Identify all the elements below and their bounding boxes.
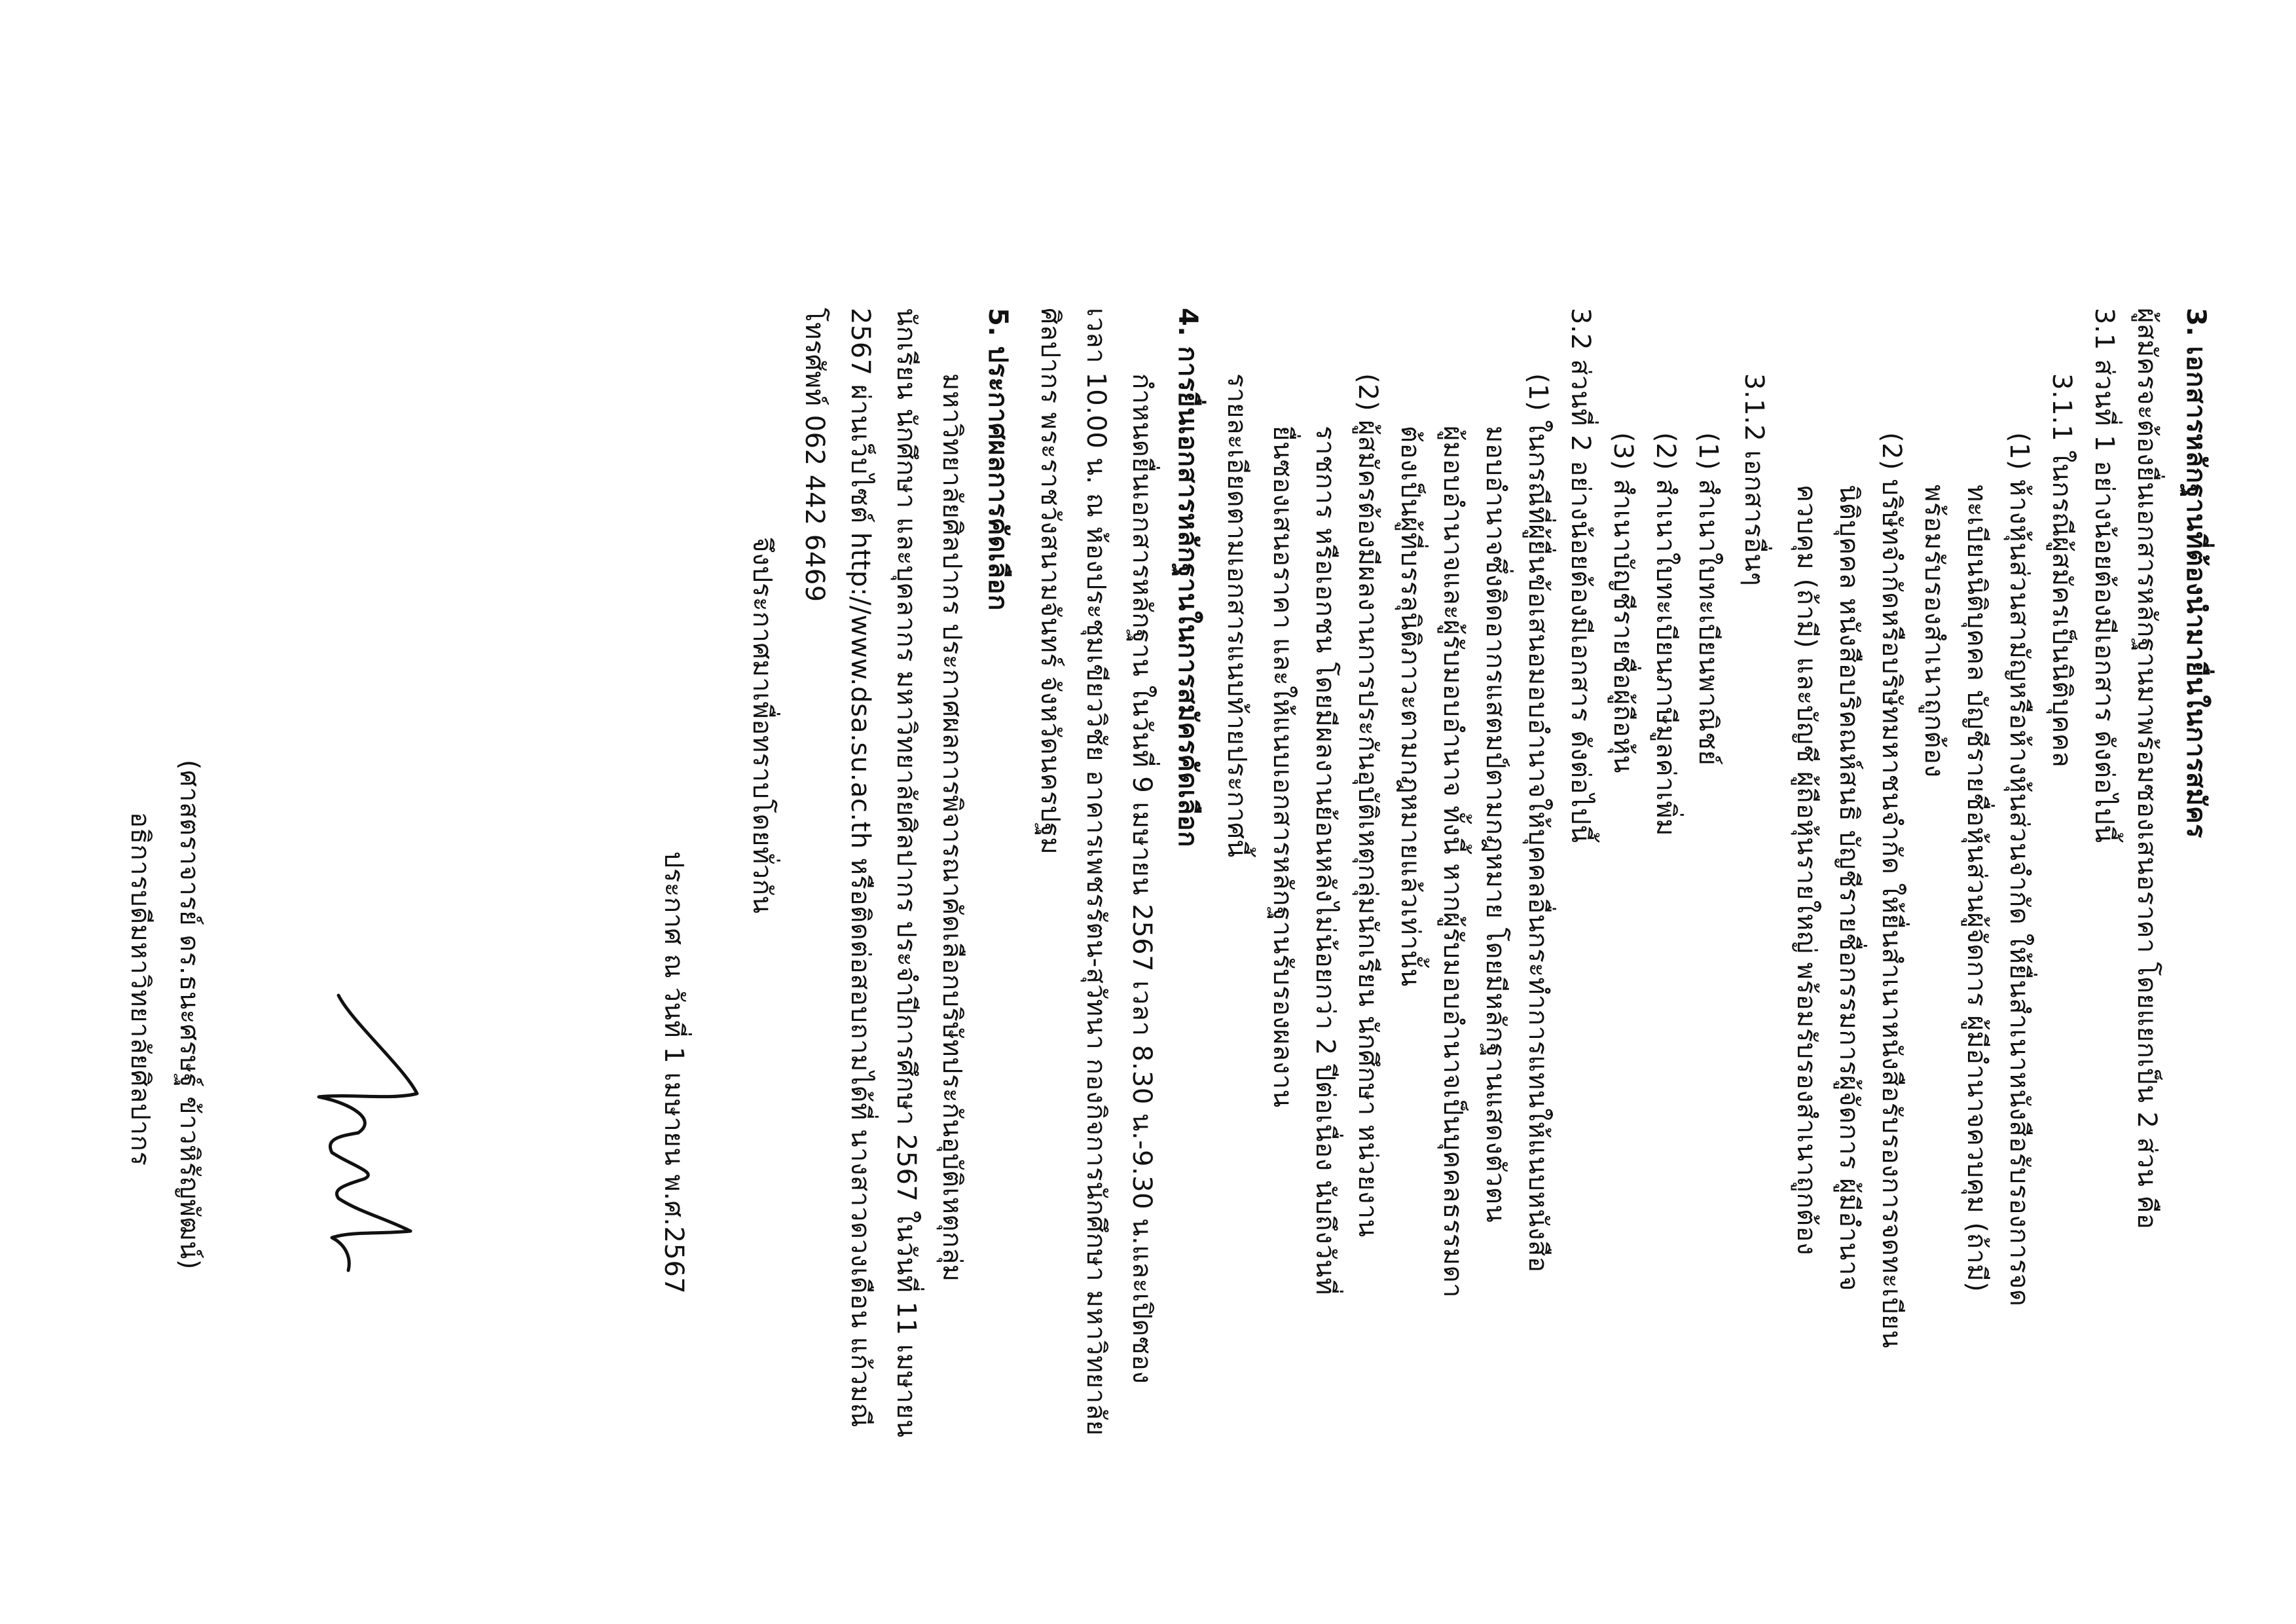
section-3-intro: ผู้สมัครจะต้องยื่นเอกสารหลักฐานมาพร้อมซองเสนอราคา โดยแยกเป็น 2 ส่วน คือ [2132,308,2162,1230]
item-3-1-1: 3.1.1 ในกรณีผู้สมัครเป็นนิติบุคคล [2047,373,2077,768]
section-5-line-3: 2567 ผ่านเว็บไซต์ http://www.dsa.su.ac.th หรือติดต่อสอบถามได้ที่ นางสาวดวงเดือน แก้วมณี [845,308,875,1428]
item-3-1-2-1: (1) สำเนาใบทะเบียนพาณิชย์ [1693,432,1723,766]
item-3-1-2-3: (3) สำเนาบัญชีรายชื่อผู้ถือหุ้น [1608,432,1638,773]
item-3-1-1-2-a: (2) บริษัทจำกัดหรือบริษัทมหาชนจำกัด ให้ยื่นสำเนาหนังสือรับรองการจดทะเบียน [1876,432,1906,1348]
announcement-date: ประกาศ ณ วันที่ 1 เมษายน พ.ศ.2567 [659,851,689,1295]
item-3-2-2-a: (2) ผู้สมัครต้องมีผลงานการประกันอุบัติเหตุกลุ่มนักเรียน นักศึกษา หน่วยงาน [1353,373,1383,1238]
item-3-1-1-1-a: (1) ห้างหุ้นส่วนสามัญหรือห้างหุ้นส่วนจำกัด ให้ยื่นสำเนาหนังสือรับรองการจด [2004,432,2034,1307]
item-3-1-1-1-c: พร้อมรับรองสำเนาถูกต้อง [1919,485,1949,778]
section-4-line-3: ศิลปากร พระราชวังสนามจันทร์ จังหวัดนครปฐม [1035,308,1065,855]
closing-announcement: จึงประกาศมาเพื่อทราบโดยทั่วกัน [747,537,777,914]
section-3-heading: 3. เอกสารหลักฐานที่ต้องนำมายื่นในการสมัคร [2181,308,2211,839]
item-3-1-2-2: (2) สำเนาใบทะเบียนภาษีมูลค่าเพิ่ม [1650,432,1681,837]
section-5-heading: 5. ประกาศผลการคัดเลือก [983,308,1013,611]
item-3-2-1-c: ผู้มอบอำนาจและผู้รับมอบอำนาจ ทั้งนี้ หากผู้รับมอบอำนาจเป็นบุคคลธรรมดา [1438,426,1468,1299]
item-3-1-2: 3.1.2 เอกสารอื่นๆ [1739,373,1769,587]
item-3-2-1-a: (1) ในกรณีที่ผู้ยื่นข้อเสนอมอบอำนาจให้บุคคลอื่นกระทำการแทนให้แนบหนังสือ [1523,373,1553,1273]
item-3-2-1-d: ต้องเป็นผู้ที่บรรลุนิติภาวะตามกฎหมายแล้วเท่านั้น [1395,426,1425,987]
section-4-line-1: กำหนดยื่นเอกสารหลักฐาน ในวันที่ 9 เมษายน 2567 เวลา 8.30 น.-9.30 น.และเปิดซอง [1127,373,1157,1384]
item-3-2-2-c: ยื่นซองเสนอราคา และให้แนบเอกสารหลักฐานรับรองผลงาน [1267,426,1298,1108]
section-4-line-2: เวลา 10.00 น. ณ ห้องประชุมเขียววิชัย อาคารเพชรรัตน-สุวัทนา กองกิจการนักศึกษา มหาวิทยาลัย [1081,308,1111,1436]
section-3-part-2: 3.2 ส่วนที่ 2 อย่างน้อยต้องมีเอกสาร ดังต่อไปนี้ [1565,308,1595,843]
signature [299,969,430,1310]
item-3-2-1-b: มอบอำนาจซึ่งติดอากรแสตมป์ตามกฎหมาย โดยมีหลักฐานแสดงตัวตน [1480,426,1510,1223]
signatory-name: (ศาสตราจารย์ ดร.ธนะศรษฐ์ ข้าวหิรัญพัฒน์) [174,760,204,1270]
section-5-line-4: โทรศัพท์ 062 442 6469 [799,308,829,602]
detail-note: รายละเอียดตามเอกสารแนบท้ายประกาศนี้ [1222,373,1252,858]
item-3-1-1-2-c: ควบคุม (ถ้ามี) และบัญชี ผู้ถือหุ้นรายใหญ่ พร้อมรับรองสำเนาถูกต้อง [1791,485,1821,1255]
item-3-1-1-1-b: ทะเบียนนิติบุคคล บัญชีรายชื่อหุ้นส่วนผู้จัดการ ผู้มีอำนาจควบคุม (ถ้ามี) [1961,485,1992,1293]
item-3-1-1-2-b: นิติบุคคล หนังสือบริคณห์สนธิ บัญชีรายชื่อกรรมการผู้จัดการ ผู้มีอำนาจ [1834,485,1864,1291]
signatory-position: อธิการบดีมหาวิทยาลัยศิลปากร [125,812,155,1166]
section-4-heading: 4. การยื่นเอกสารหลักฐานในการสมัครคัดเลือก [1173,308,1203,847]
section-3-part-1: 3.1 ส่วนที่ 1 อย่างน้อยต้องมีเอกสาร ดังต่อไปนี้ [2089,308,2119,843]
section-5-line-1: มหาวิทยาลัยศิลปากร ประกาศผลการพิจารณาคัดเลือกบริษัทประกันอุบัติเหตุกลุ่ม [937,373,967,1282]
item-3-2-2-b: ราชการ หรือเอกชน โดยมีผลงานย้อนหลังไม่น้อยกว่า 2 ปีต่อเนื่อง นับถึงวันที่ [1310,426,1340,1295]
section-5-line-2: นักเรียน นักศึกษา และบุคลากร มหาวิทยาลัยศิลปากร ประจำปีการศึกษา 2567 ในวันที่ 11 เมษายน [891,308,921,1438]
